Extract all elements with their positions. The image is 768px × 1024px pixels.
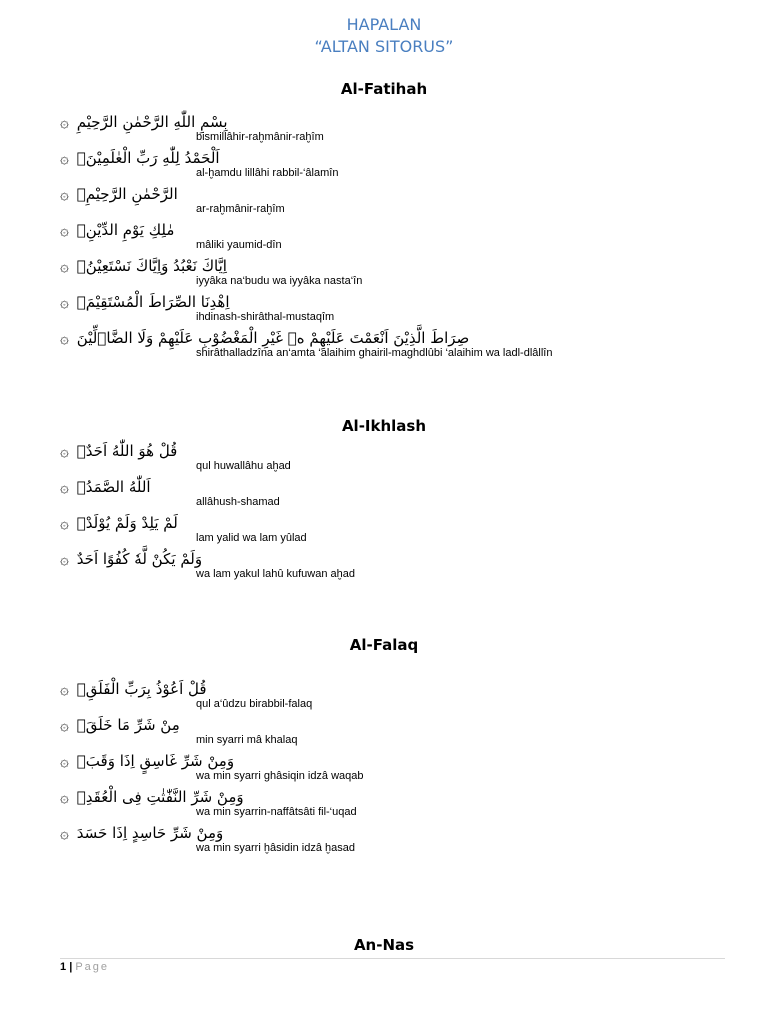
verse	[60, 292, 680, 328]
footer-separator: |	[69, 961, 73, 973]
verse-marker-icon: ۞	[60, 293, 69, 311]
arabic-text: صِرَاطَ الَّذِيْنَ اَنْعَمْتَ عَلَيْهِمْ ەۙ غَيْرِ الْمَغْضُوْبِ عَلَيْهِمْ وَلَا الضَّاۤلِّيْنَ	[76, 329, 470, 347]
verse-marker-icon: ۞	[60, 478, 69, 496]
arabic-text: اَللّٰهُ الصَّمَدُۚ	[76, 478, 151, 496]
verse	[60, 715, 680, 751]
verse	[60, 513, 680, 549]
transliteration: wa min syarrin-naffâtsâti fil-‘uqad	[196, 806, 357, 818]
verse	[60, 549, 680, 585]
arabic-text: قُلْ هُوَ اللّٰهُ اَحَدٌۚ	[76, 442, 178, 460]
page-label: Page	[75, 961, 110, 973]
verse-marker-icon: ۞	[60, 442, 69, 460]
section-title-an-nas: An-Nas	[353, 936, 415, 954]
verse-marker-icon: ۞	[60, 113, 69, 131]
arabic-text: وَمِنْ شَرِّ غَاسِقٍ اِذَا وَقَبَۙ	[76, 752, 235, 770]
verse-marker-icon: ۞	[60, 788, 69, 806]
transliteration: bismillâhir-raḫmânir-raḫîm	[196, 131, 324, 143]
verse	[60, 679, 680, 715]
transliteration: ar-raḫmânir-raḫîm	[196, 203, 285, 215]
arabic-text: مِنْ شَرِّ مَا خَلَقَۙ	[76, 716, 180, 734]
verse-marker-icon: ۞	[60, 514, 69, 532]
transliteration: al-ḫamdu lillâhi rabbil-‘âlamîn	[196, 167, 339, 179]
verse	[60, 112, 680, 148]
section-title-al-ikhlash: Al-Ikhlash	[341, 417, 427, 435]
arabic-text: اَلْحَمْدُ لِلّٰهِ رَبِّ الْعٰلَمِيْنَۙ	[76, 149, 220, 167]
verse-marker-icon: ۞	[60, 680, 69, 698]
document-header	[0, 14, 768, 58]
arabic-text: وَمِنْ شَرِّ النَّفّٰثٰتِ فِى الْعُقَدِۙ	[76, 788, 244, 806]
verse	[60, 477, 680, 513]
footer-divider	[60, 958, 725, 959]
transliteration: wa min syarri ḫâsidin idzâ ḫasad	[196, 842, 355, 854]
transliteration: qul a‘ûdzu birabbil-falaq	[196, 698, 313, 710]
transliteration: wa lam yakul lahû kufuwan aḫad	[196, 568, 355, 580]
arabic-text: وَلَمْ يَكُنْ لَّهٗ كُفُوًا اَحَدٌ	[76, 550, 203, 568]
transliteration: qul huwallâhu aḫad	[196, 460, 291, 472]
verse	[60, 220, 680, 256]
verse-marker-icon: ۞	[60, 752, 69, 770]
verse	[60, 787, 680, 823]
transliteration: lam yalid wa lam yûlad	[196, 532, 307, 544]
arabic-text: وَمِنْ شَرِّ حَاسِدٍ اِذَا حَسَدَ	[76, 824, 224, 842]
verse-marker-icon: ۞	[60, 824, 69, 842]
arabic-text: مٰلِكِ يَوْمِ الدِّيْنِۗ	[76, 221, 175, 239]
verse-marker-icon: ۞	[60, 329, 69, 347]
verse	[60, 256, 680, 292]
arabic-text: قُلْ اَعُوْذُ بِرَبِّ الْفَلَقِۙ	[76, 680, 207, 698]
verse	[60, 184, 680, 220]
verse-marker-icon: ۞	[60, 550, 69, 568]
transliteration: shirâthalladzîna an‘amta ‘alaihim ghairil-maghdlûbi ‘alaihim wa ladl-dlâllîn	[196, 347, 553, 359]
page-footer	[60, 961, 109, 973]
page-number: 1	[60, 961, 67, 973]
verse	[60, 823, 680, 859]
transliteration: wa min syarri ghâsiqin idzâ waqab	[196, 770, 364, 782]
verse-marker-icon: ۞	[60, 185, 69, 203]
verse	[60, 441, 680, 477]
arabic-text: الرَّحْمٰنِ الرَّحِيْمِۙ	[76, 185, 178, 203]
header-title: HAPALAN	[346, 15, 422, 34]
verse	[60, 751, 680, 787]
arabic-text: بِسْمِ اللّٰهِ الرَّحْمٰنِ الرَّحِيْمِ	[76, 113, 228, 131]
arabic-text: لَمْ يَلِدْ وَلَمْ يُوْلَدْۙ	[76, 514, 178, 532]
verse-marker-icon: ۞	[60, 716, 69, 734]
section-title-al-fatihah: Al-Fatihah	[340, 80, 428, 98]
transliteration: allâhush-shamad	[196, 496, 280, 508]
verse-marker-icon: ۞	[60, 257, 69, 275]
transliteration: iyyâka na‘budu wa iyyâka nasta‘în	[196, 275, 363, 287]
section-title-al-falaq: Al-Falaq	[349, 636, 419, 654]
verse-marker-icon: ۞	[60, 149, 69, 167]
arabic-text: اِهْدِنَا الصِّرَاطَ الْمُسْتَقِيْمَۙ	[76, 293, 230, 311]
transliteration: min syarri mâ khalaq	[196, 734, 298, 746]
verse	[60, 148, 680, 184]
transliteration: ihdinash-shirâthal-mustaqîm	[196, 311, 335, 323]
verse	[60, 328, 680, 364]
arabic-text: اِيَّاكَ نَعْبُدُ وَاِيَّاكَ نَسْتَعِيْنُۗ	[76, 257, 227, 275]
transliteration: mâliki yaumid-dîn	[196, 239, 282, 251]
verse-marker-icon: ۞	[60, 221, 69, 239]
header-subtitle: “ALTAN SITORUS”	[314, 37, 454, 56]
